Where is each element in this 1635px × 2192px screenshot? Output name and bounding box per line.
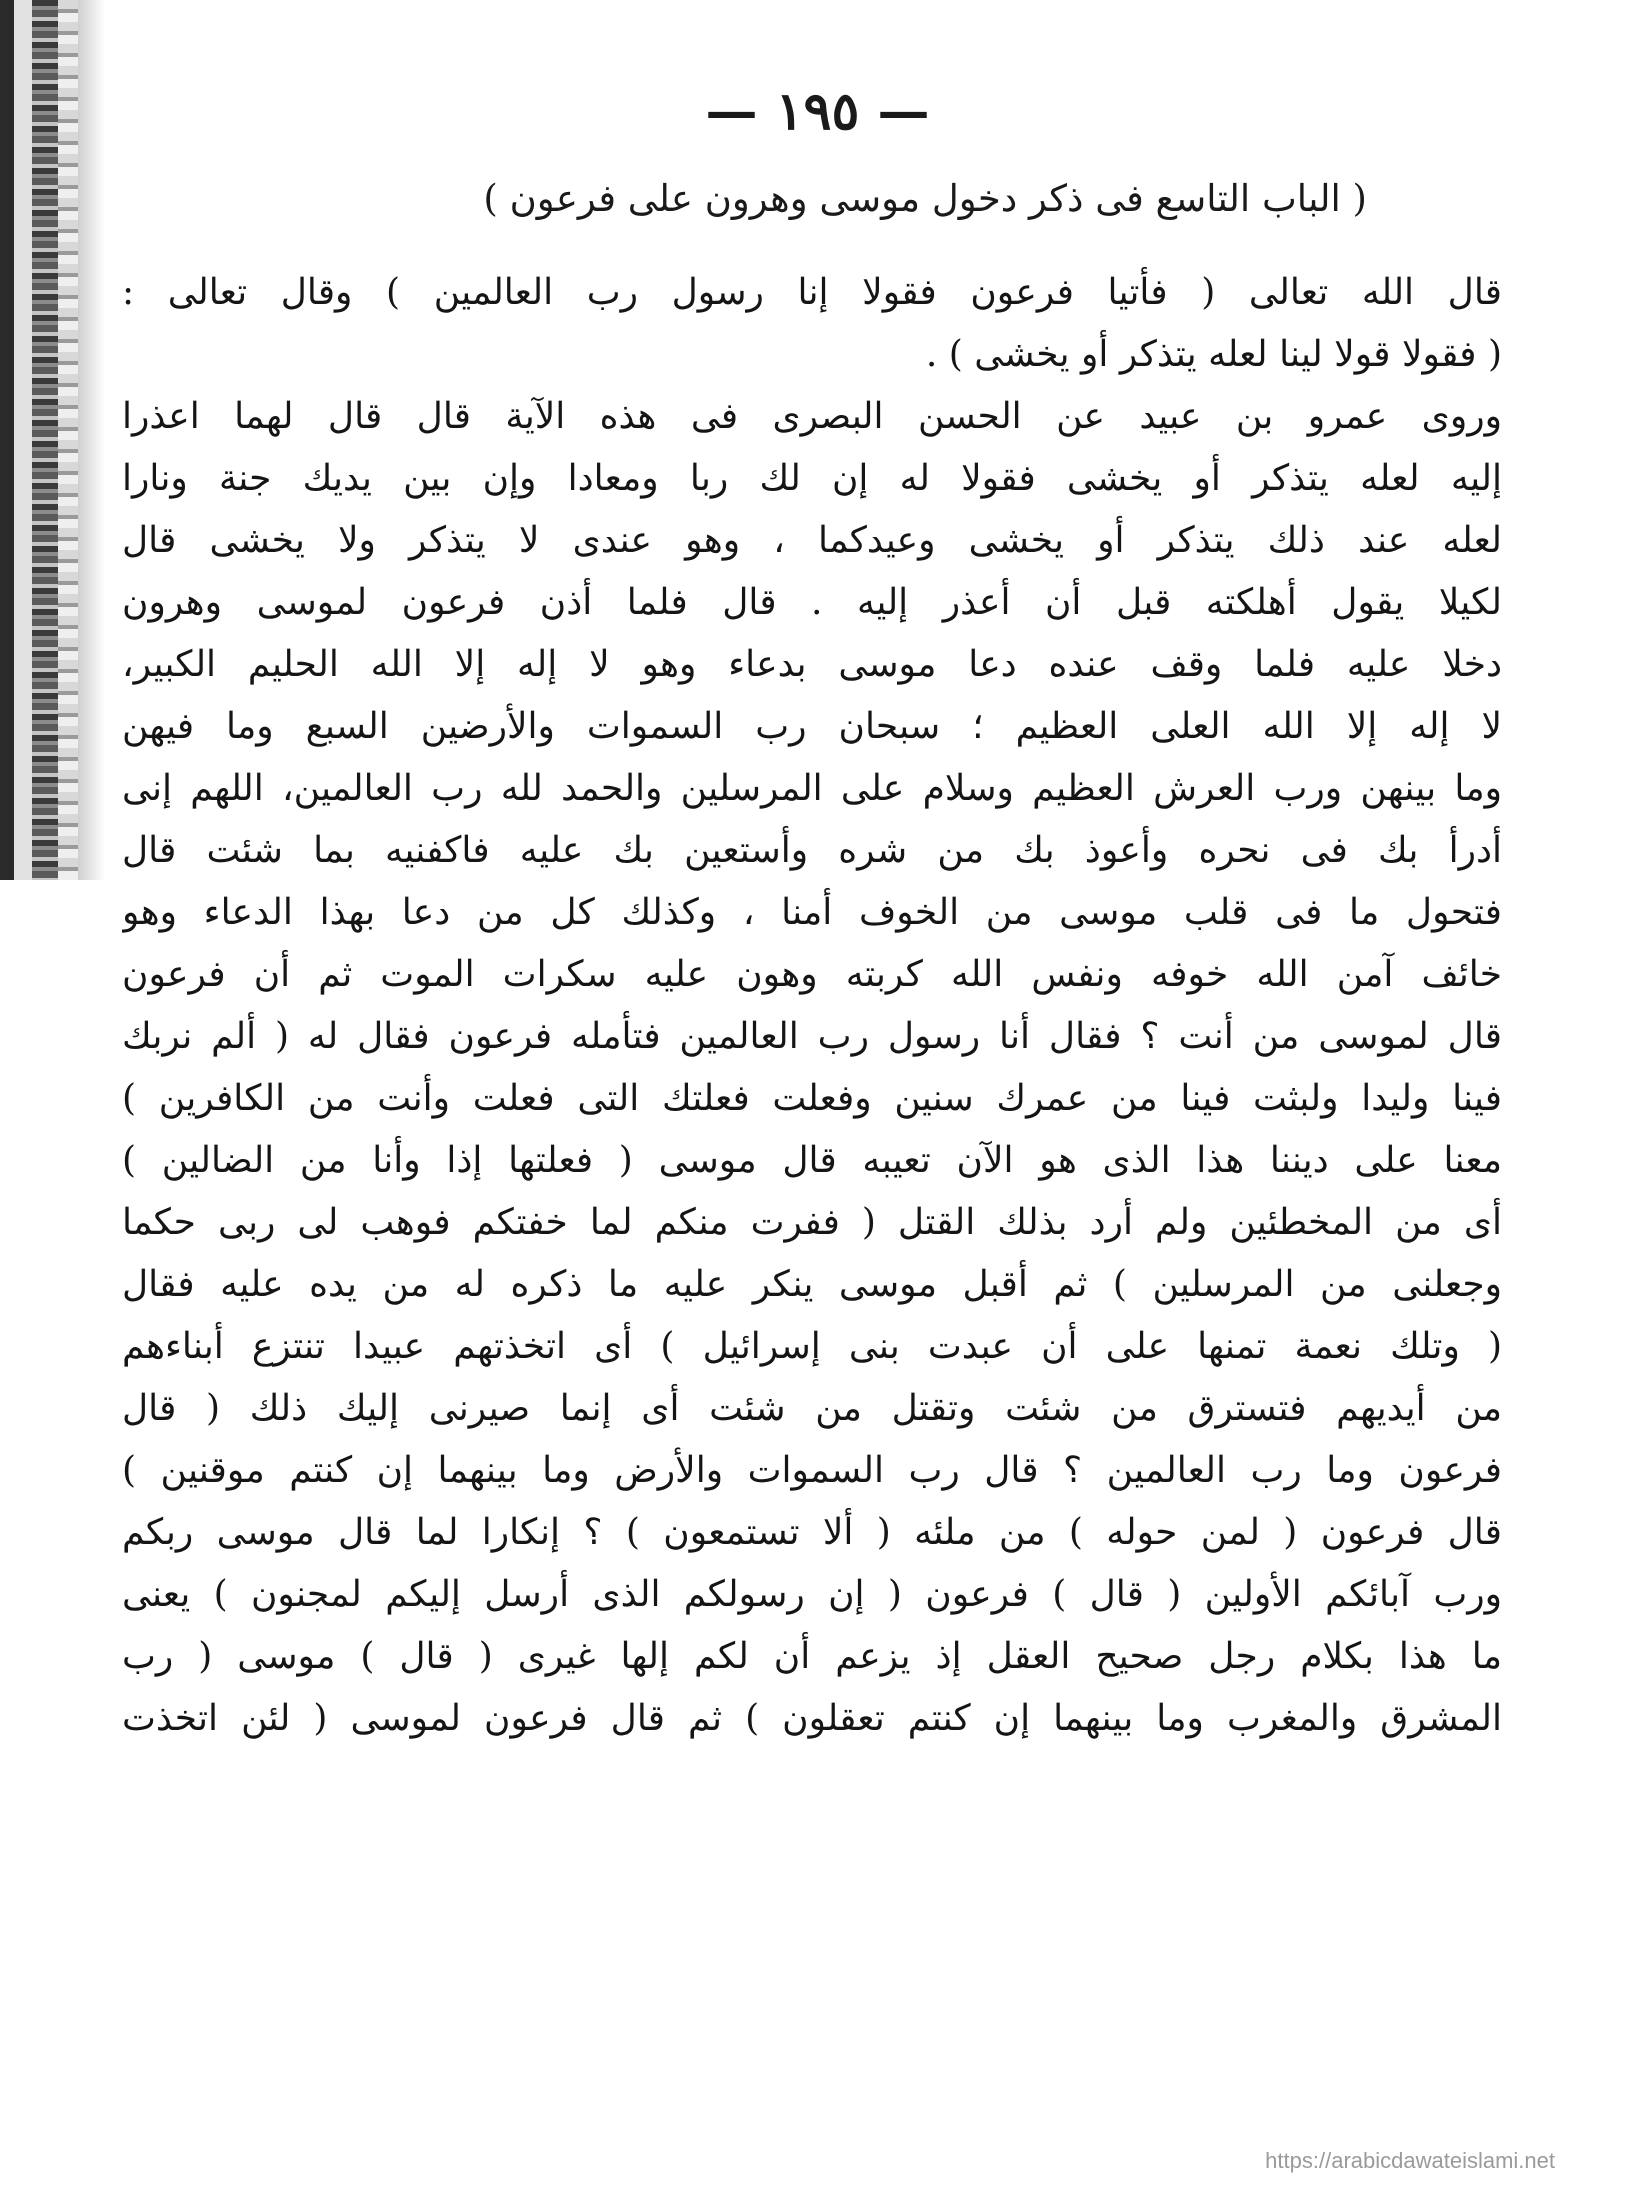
text-line: وروى عمرو بن عبيد عن الحسن البصرى فى هذه الآية قال قال لهما اعذرا [122, 396, 1502, 437]
text-line: المشرق والمغرب وما بينهما إن كنتم تعقلون ) ثم قال فرعون لموسى ( لئن اتخذت [122, 1698, 1502, 1739]
text-line: ورب آبائكم الأولين ( قال ) فرعون ( إن رسولكم الذى أرسل إليكم لمجنون ) يعنى [122, 1574, 1502, 1615]
text-line: ( فقولا قولا لينا لعله يتذكر أو يخشى ) . [925, 334, 1502, 375]
body-text [122, 262, 1502, 1750]
text-line: أى من المخطئين ولم أرد بذلك القتل ( ففرت منكم لما خفتكم فوهب لى ربى حكما [122, 1202, 1502, 1243]
text-line: معنا على ديننا هذا الذى هو الآن تعيبه قال موسى ( فعلتها إذا وأنا من الضالين ) [122, 1140, 1502, 1181]
text-line: وما بينهن ورب العرش العظيم وسلام على المرسلين والحمد لله رب العالمين، اللهم إنى [122, 768, 1502, 809]
text-line: لعله عند ذلك يتذكر أو يخشى وعيدكما ، وهو عندى لا يتذكر ولا يخشى قال [122, 520, 1502, 561]
text-line: قال فرعون ( لمن حوله ) من ملئه ( ألا تستمعون ) ؟ إنكارا لما قال موسى ربكم [122, 1512, 1502, 1553]
text-line: من أيديهم فتسترق من شئت وتقتل من شئت أى إنما صيرنى إليك ذلك ( قال [122, 1388, 1502, 1429]
text-line: ما هذا بكلام رجل صحيح العقل إذ يزعم أن لكم إلها غيرى ( قال ) موسى ( رب [122, 1636, 1502, 1677]
text-line: فتحول ما فى قلب موسى من الخوف أمنا ، وكذلك كل من دعا بهذا الدعاء وهو [122, 892, 1502, 933]
page-number: — ١٩٥ — [705, 81, 930, 142]
text-line: قال الله تعالى ( فأتيا فرعون فقولا إنا رسول رب العالمين ) وقال تعالى : [122, 272, 1502, 313]
text-line: وجعلنى من المرسلين ) ثم أقبل موسى ينكر عليه ما ذكره له من يده عليه فقال [122, 1264, 1502, 1305]
text-line: فرعون وما رب العالمين ؟ قال رب السموات والأرض وما بينهما إن كنتم موقنين ) [122, 1450, 1502, 1491]
text-line: ( وتلك نعمة تمنها على أن عبدت بنى إسرائيل ) أى اتخذتهم عبيدا تنتزع أبناءهم [122, 1326, 1502, 1367]
text-line: لا إله إلا الله العلى العظيم ؛ سبحان رب السموات والأرضين السبع وما فيهن [122, 706, 1502, 747]
text-line: دخلا عليه فلما وقف عنده دعا موسى بدعاء وهو لا إله إلا الله الحليم الكبير، [122, 644, 1502, 685]
source-watermark: https://arabicdawateislami.net [1265, 2148, 1555, 2173]
chapter-heading-line: ( الباب التاسع فى ذكر دخول موسى وهرون على فرعون ) [483, 177, 1367, 220]
text-line: قال لموسى من أنت ؟ فقال أنا رسول رب العالمين فتأمله فرعون فقال له ( ألم نربك [122, 1016, 1502, 1057]
text-line: خائف آمن الله خوفه ونفس الله كربته وهون عليه سكرات الموت ثم أن فرعون [122, 954, 1502, 995]
text-line: أدرأ بك فى نحره وأعوذ بك من شره وأستعين بك عليه فاكفنيه بما شئت قال [122, 830, 1502, 871]
text-line: إليه لعله يتذكر أو يخشى فقولا له إن لك ربا ومعادا وإن بين يديك جنة ونارا [122, 458, 1502, 499]
text-line: فينا وليدا ولبثت فينا من عمرك سنين وفعلت فعلتك التى فعلت وأنت من الكافرين ) [122, 1078, 1502, 1119]
text-line: لكيلا يقول أهلكته قبل أن أعذر إليه . قال فلما أذن فرعون لموسى وهرون [122, 582, 1502, 623]
